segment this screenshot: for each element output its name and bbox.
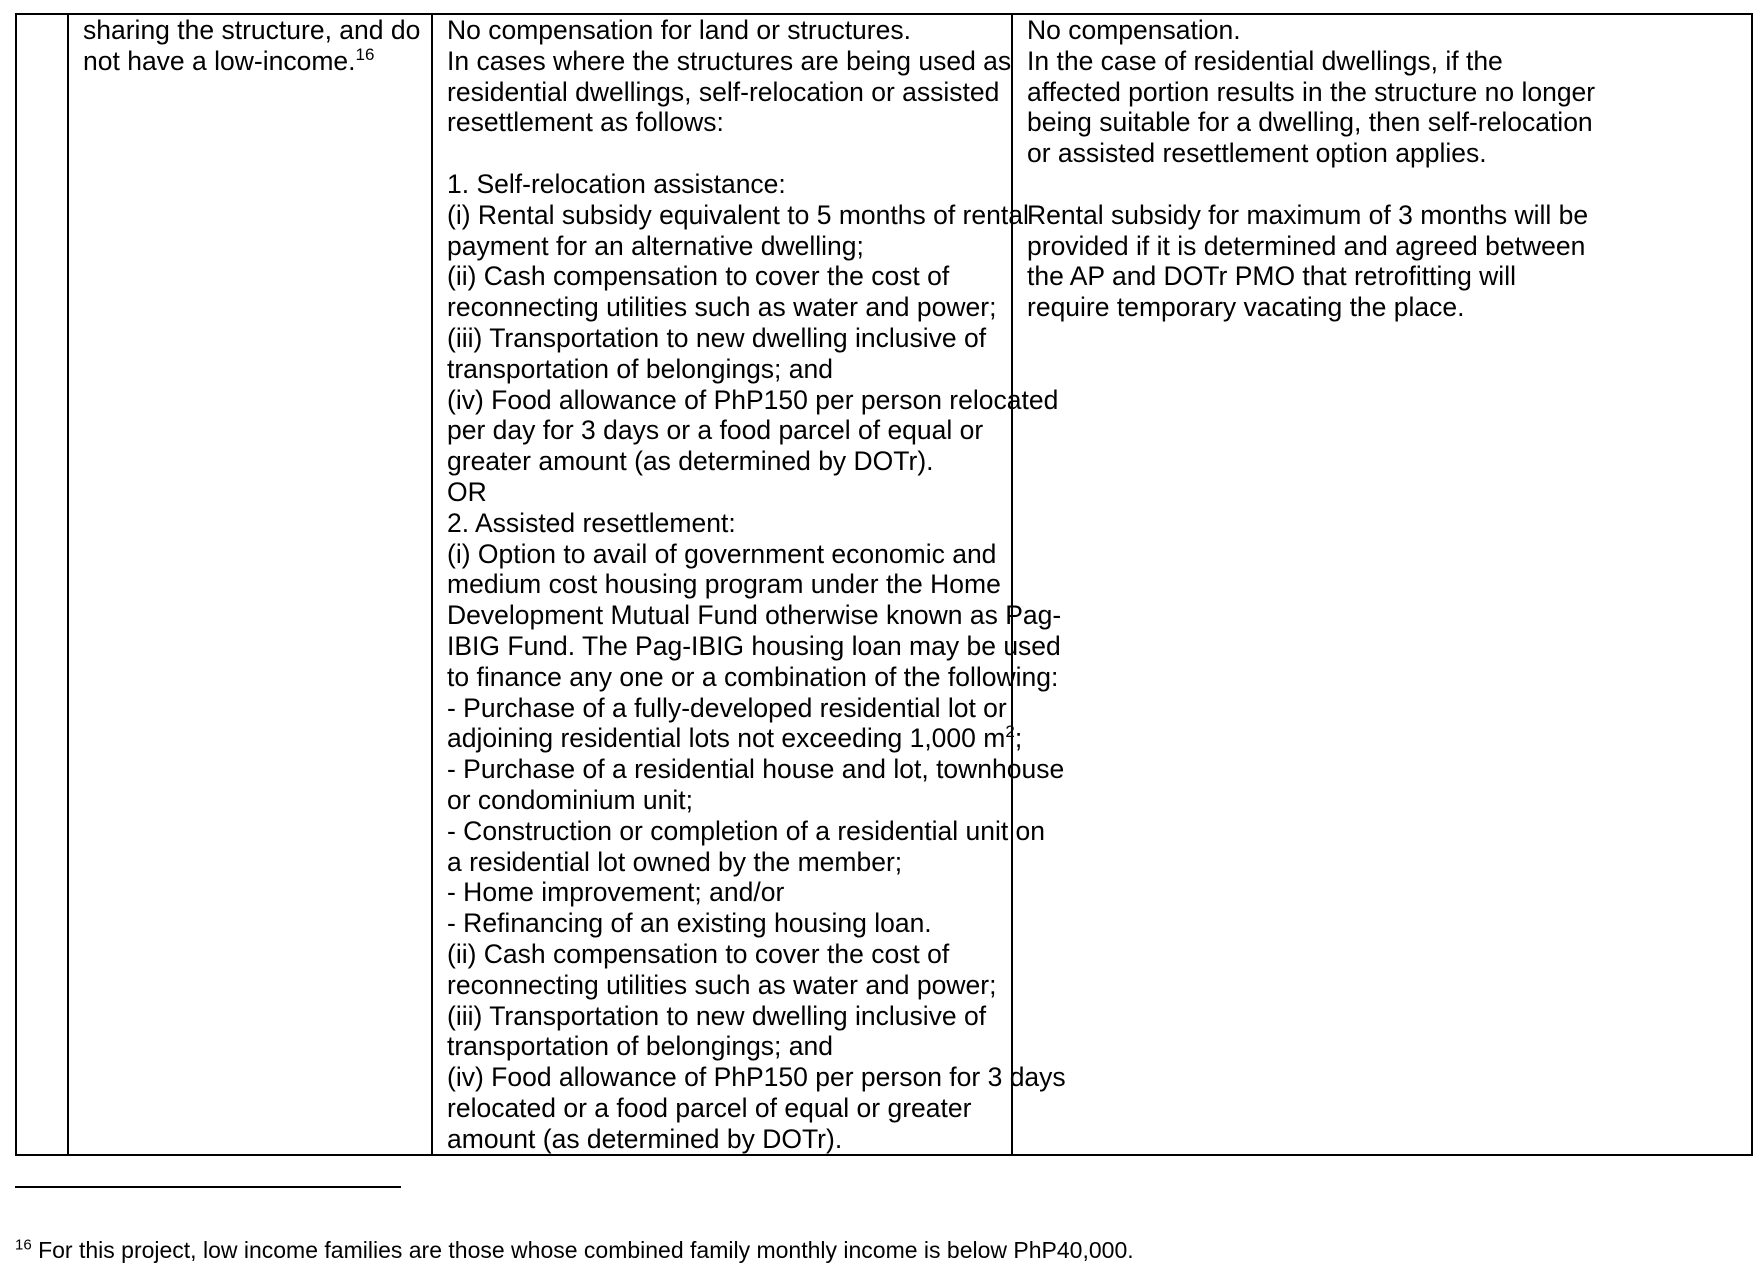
cell-line: being suitable for a dwelling, then self-relocation [1027, 107, 1593, 138]
remarks-intro [1027, 15, 1751, 169]
cell-line: transportation of belongings; and [447, 1031, 833, 1062]
entitlement-intro [447, 15, 1011, 138]
cell-line: (iii) Transportation to new dwelling inclusive of [447, 1000, 987, 1031]
remarks-cell [1012, 14, 1752, 1155]
cell-line: (iv) Food allowance of PhP150 per person for 3 days [447, 1062, 1066, 1093]
cell-line: (ii) Cash compensation to cover the cost of [447, 938, 950, 969]
entitlement-table [15, 13, 1753, 1156]
area-line-end: ; [1014, 723, 1023, 754]
cell-line: residential dwellings, self-relocation or assisted [447, 76, 1000, 107]
cell-line: No compensation. [1027, 15, 1241, 45]
cell-line: payment for an alternative dwelling; [447, 230, 864, 261]
remarks-rental-subsidy [1027, 200, 1751, 323]
cell-line: - Purchase of a residential house and lot, townhouse [447, 754, 1065, 785]
cell-line: In the case of residential dwellings, if the [1027, 45, 1503, 76]
cell-line: Development Mutual Fund otherwise known as Pag- [447, 600, 1062, 631]
cell-line: (ii) Cash compensation to cover the cost of [447, 261, 950, 292]
footnote-text: For this project, low income families are those whose combined family monthly income is below PhP40,000. [31, 1237, 1134, 1263]
cell-line [83, 46, 431, 77]
cell-line: relocated or a food parcel of equal or greater [447, 1092, 972, 1123]
cell-line: In cases where the structures are being used as [447, 45, 1012, 76]
cell-line: transportation of belongings; and [447, 353, 833, 384]
cell-line: affected portion results in the structure no longer [1027, 76, 1596, 107]
cell-line: or condominium unit; [447, 784, 693, 815]
cell-line: (iv) Food allowance of PhP150 per person relocated [447, 384, 1059, 415]
cell-line: provided if it is determined and agreed between [1027, 230, 1586, 261]
cell-line: - Purchase of a fully-developed residential lot or [447, 692, 1007, 723]
paragraph-spacer [1027, 169, 1751, 200]
cell-line [447, 722, 1023, 754]
table-row [16, 14, 1752, 1155]
cell-line: No compensation for land or structures. [447, 15, 911, 45]
cell-line: greater amount (as determined by DOTr). [447, 446, 934, 477]
area-line-text: adjoining residential lots not exceeding 1,000 m [447, 723, 1006, 754]
footnote-separator [15, 1186, 401, 1188]
cell-line: medium cost housing program under the Home [447, 569, 1001, 600]
cell-line: - Refinancing of an existing housing loan. [447, 908, 932, 939]
footnote-number: 16 [15, 1236, 32, 1254]
entitlement-cell [432, 14, 1066, 1155]
cell-line-text: not have a low-income. [83, 45, 356, 76]
cell-line: - Construction or completion of a residential unit on [447, 815, 1046, 846]
cell-line: to finance any one or a combination of the following: [447, 661, 1059, 692]
footnote [15, 1236, 1134, 1264]
cell-line: the AP and DOTr PMO that retrofitting will [1027, 261, 1516, 292]
paragraph-spacer [447, 138, 1011, 169]
cell-line: 1. Self-relocation assistance: [447, 168, 786, 199]
empty-index-cell [16, 14, 68, 1155]
cell-line: (iii) Transportation to new dwelling inclusive of [447, 322, 987, 353]
cell-line: Rental subsidy for maximum of 3 months will be [1027, 199, 1589, 230]
cell-line: require temporary vacating the place. [1027, 292, 1465, 323]
cell-line: a residential lot owned by the member; [447, 846, 903, 877]
cell-line: - Home improvement; and/or [447, 877, 785, 908]
cell-line: reconnecting utilities such as water and power; [447, 292, 997, 323]
cell-line: (i) Rental subsidy equivalent to 5 months of rental [447, 199, 1029, 230]
cell-line: reconnecting utilities such as water and power; [447, 969, 997, 1000]
cell-line: 2. Assisted resettlement: [447, 507, 736, 538]
entitlement-options [447, 168, 1066, 1155]
cell-line: (i) Option to avail of government economic and [447, 538, 997, 569]
cell-line: amount (as determined by DOTr). [447, 1123, 843, 1154]
square-superscript: 2 [1005, 722, 1015, 742]
affected-persons-cell [68, 14, 432, 1155]
cell-line: IBIG Fund. The Pag-IBIG housing loan may be used [447, 630, 1061, 661]
footnote-reference: 16 [355, 44, 375, 64]
cell-line: sharing the structure, and do [83, 15, 421, 45]
cell-line: resettlement as follows: [447, 107, 724, 138]
cell-line: or assisted resettlement option applies. [1027, 138, 1487, 169]
cell-line: per day for 3 days or a food parcel of equal or [447, 415, 984, 446]
cell-line: OR [447, 476, 487, 507]
